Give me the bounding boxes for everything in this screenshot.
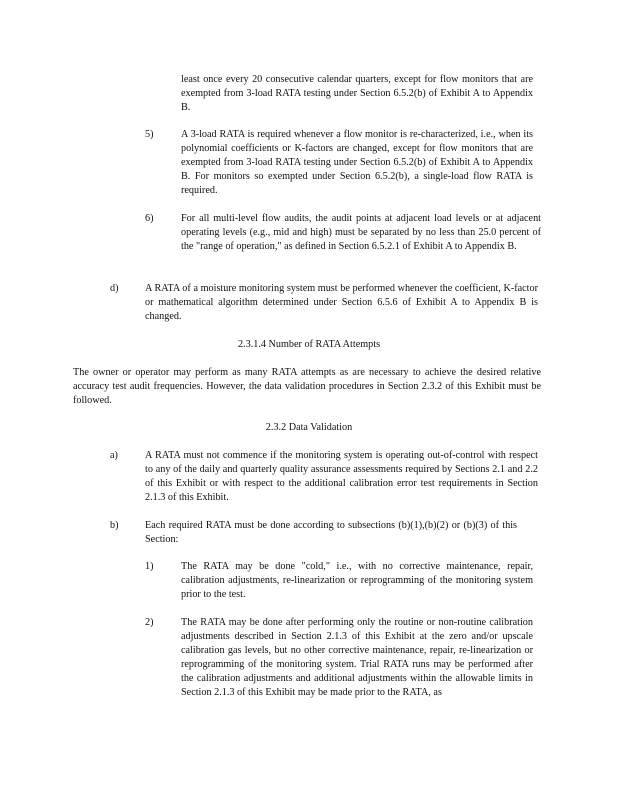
item-b1-paragraph: The RATA may be done "cold," i.e., with no corrective maintenance, repair, calibration adjustments, re-linearization or reprogramming of the monitoring system prior to the test.	[181, 561, 533, 600]
item-d-number: d)	[110, 283, 119, 294]
item-d-paragraph: A RATA of a moisture monitoring system must be performed whenever the coefficient, K-factor or mathematical algorithm determined under Section 6.5.6 of Exhibit A to Appendix B is changed.	[145, 283, 538, 322]
continuation-paragraph: least once every 20 consecutive calendar quarters, except for flow monitors that are exempted from 3-load RATA testing under Section 6.5.2(b) of Exhibit A to Appendix B.	[181, 74, 533, 113]
item-5-number: 5)	[145, 129, 154, 140]
item-b2-number: 2)	[145, 617, 154, 628]
item-b2-paragraph: The RATA may be done after performing only the routine or non-routine calibration adjustments described in Section 2.1.3 of this Exhibit at the zero and/or upscale calibration gas levels, but no other corrective maintenance, repair, re-linearization or reprogramming of the monitoring system. Trial RATA runs may be performed after the calibration adjustments and additional adjustments within the allowable limits in Section 2.1.3 of this Exhibit may be made prior to the RATA, as	[181, 617, 533, 698]
section-heading-number-of-rata-attempts: 2.3.1.4 Number of RATA Attempts	[237, 339, 381, 350]
item-a-number: a)	[110, 450, 118, 461]
owner-operator-paragraph: The owner or operator may perform as many RATA attempts as are necessary to achieve the desired relative accuracy test audit frequencies. However, the data validation procedures in Section 2.3.2 of this Exhibit must be followed.	[73, 367, 541, 406]
item-b-number: b)	[110, 520, 119, 531]
section-heading-data-validation: 2.3.2 Data Validation	[265, 422, 353, 433]
item-6-paragraph: For all multi-level flow audits, the audit points at adjacent load levels or at adjacent operating levels (e.g., mid and high) must be separated by no less than 25.0 percent of the "range of operation," as defined in Section 6.5.2.1 of Exhibit A to Appendix B.	[181, 213, 541, 252]
item-a-paragraph: A RATA must not commence if the monitoring system is operating out-of-control with respect to any of the daily and quarterly quality assurance assessments required by Sections 2.1 and 2.2 of this Exhibit or with respect to the additional calibration error test requirements in Section 2.1.3 of this Exhibit.	[145, 450, 538, 503]
item-b-paragraph: Each required RATA must be done according to subsections (b)(1),(b)(2) or (b)(3) of this Section:	[145, 520, 517, 545]
item-b1-number: 1)	[145, 561, 154, 572]
item-6-number: 6)	[145, 213, 154, 224]
item-5-paragraph: A 3-load RATA is required whenever a flow monitor is re-characterized, i.e., when its polynomial coefficients or K-factors are changed, except for flow monitors that are exempted from 3-load RATA testing under Section 6.5.2(b) of Exhibit A to Appendix B. For monitors so exempted under Section 6.5.2(b), a single-load flow RATA is required.	[181, 129, 533, 196]
